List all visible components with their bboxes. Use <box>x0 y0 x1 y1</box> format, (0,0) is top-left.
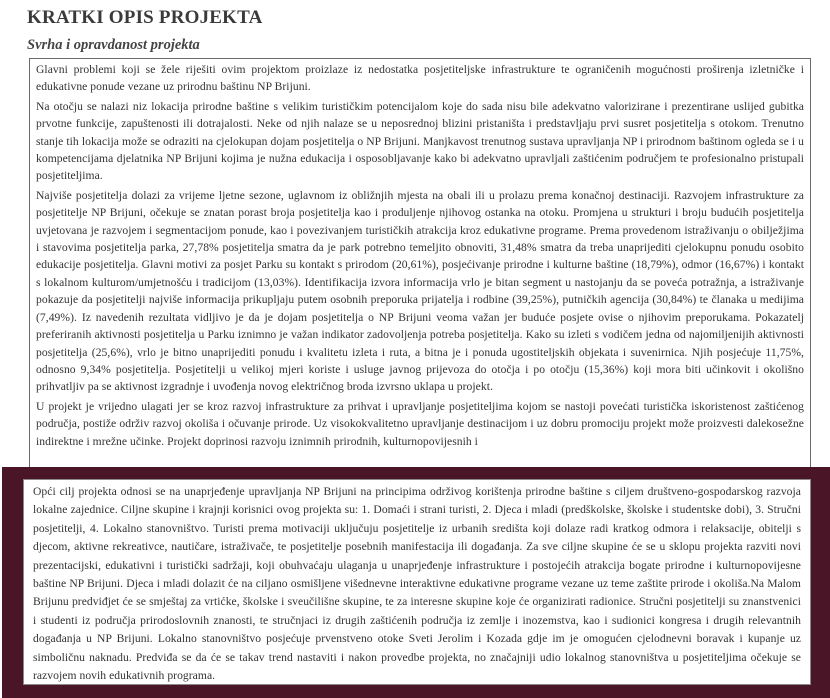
paragraph-general-goal: Opći cilj projekta odnosi se na unaprjeđenje upravljanja NP Brijuni na principima održivog korištenja prirodne baštine s ciljem društveno-gospodarskog razvoja lokalne zajednice. Ciljne skupine i krajnji korisnici ovog projekta su: 1. Domaći i strani turisti, 2. Djeca i mladi (predškolske, školske i studentske dobi), 3. Stručni posjetitelji, 4. Lokalno stanovništvo. Turisti prema motivaciji uključuju posjetitelje iz urbanih središta koji dolaze radi kratkog odmora i relaksacije, obitelji s djecom, aktivne rekreativce, nautičare, istraživače, te posjetitelje posebnih manifestacija ili događanja. Za sve ciljne skupine će se u sklopu projekta razviti novi prezentacijski, edukativni i turistički sadržaji, koji obuhvaćaju ulaganja u unaprjeđenje infrastrukture i postojećih atrakcija bogate prirodne i kulturnopovijesne baštine NP Brijuni. Djeca i mladi dolazit će na ciljano osmišljene višednevne interaktivne edukativne programe vezane uz teme zaštite prirode i okoliša.Na Malom Brijunu predviđjet će se smještaj za vrtićke, školske i sveučilišne skupine, te za interesne skupine koje će organizirati radionice. Stručni posjetitelji su znanstvenici i studenti iz područja prirodoslovnih znanosti, te stručnjaci iz drugih zaštićenih područja iz zemlje i inozemstva, kao i sudionici kongresa i drugih relevantnih događanja u NP Brijuni. Lokalno stanovništvo posjećuje prvenstveno otoke Sveti Jerolim i Kozada gdje im je omogućen cjelodnevni boravak i kupanje uz simboličnu naknadu. Predviđa se da će se takav trend nastaviti i nakon provedbe projekta, no značajniji udio lokalnog stanovništva u posjetiteljima očekuje se razvojem novih edukativnih programa. <box>33 485 801 683</box>
paragraph-problems: Glavni problemi koji se žele riješiti ovim projektom proizlaze iz nedostatka posjetiteljske infrastrukture te ograničenih mogućnosti proširenja izletničke i edukativne ponude vezane uz prirodnu baštinu NP Brijuni. <box>36 63 804 94</box>
document-title: KRATKI OPIS PROJEKTA <box>27 7 263 28</box>
paragraph-visitor-statistics: Najviše posjetitelja dolazi za vrijeme ljetne sezone, uglavnom iz obližnjih mjesta na obali ili u prolazu prema konačnoj destinaciji. Razvojem infrastrukture za posjetitelje NP Brijuni, očekuje se znatan porast broja posjetitelja kao i produljenje njihovog ostanka na otoku. Promjena u strukturi i broju budućih posjetitelja uvjetovana je razvojem i segmentacijom ponude, kao i povezivanjem turističkih atrakcija kroz edukativne programe. Prema provedenom istraživanju o obilježjima i stavovima posjetitelja parka, 27,78% posjetitelja smatra da je park potrebno temeljito obnoviti, 31,48% smatra da treba unaprijediti cjelokupnu ponudu osobito edukacije posjetitelja. Glavni motivi za posjet Parku su kontakt s prirodom (20,61%), posjećivanje prirodne i kulturne baštine (18,79%), odmor (16,67%) i kontakt s lokalnom kulturom/umjetnošću i tradicijom (13,03%). Identifikacija izvora informacija vrlo je bitan segment u nastojanju da se poveća potražnja, a istraživanje pokazuje da posjetitelji najviše informacija prikupljaju putem osobnih preporuka prijatelja i rodbine (39,25%), putničkih agencija (30,84%) te članaka u medijima (7,49%). Iz navedenih rezultata vidljivo je da je dojam posjetitelja o NP Brijuni veoma važan jer buduće posjete ovise o njihovim preporukama. Pokazatelj preferiranih aktivnosti posjetitelja u Parku iznimno je važan indikator zadovoljenja potreba posjetitelja. Kako su izleti s vodičem jedna od najomiljenijih aktivnosti posjetitelja (25,6%), vrlo je bitno unaprijediti ponudu i kvalitetu izleta i ruta, a bitna je i ponuda ugostiteljskih objekata i suvenirnica. Njih posjećuje 11,75%, odnosno 9,34% posjetitelja. Posjetitelji u velikoj mjeri koriste i usluge javnog prijevoza do otočja i po otočju (15,36%) koji mora biti učinkovit i okolišno prihvatljiv pa se aktivnost izgradnje i uvođenja novog električnog broda izvrsno uklapa u projekt. <box>36 188 804 394</box>
paragraph-investment-value: U projekt je vrijedno ulagati jer se kroz razvoj infrastrukture za prihvat i upravljanje posjetiteljima kojom se nastoji povećati turistička iskoristenost zaštićenog područja, postiže održiv razvoj okoliša i očuvanje prirode. Uz visokokvalitetno upravljanje destinacijom i uz dobru promociju projekt može proizvesti dalekosežne indirektne i mrežne učinke. Projekt doprinosi razvoju iznimnih prirodnih, kulturnopovijesnih i <box>36 399 804 448</box>
paragraph-heritage-sites: Na otočju se nalazi niz lokacija prirodne baštine s velikim turističkim potencijalom koje do sada nisu bile adekvatno valorizirane i prezentirane uslijed gubitka prvotne funkcije, zapuštenosti ili dotrajalosti. Neke od njih nalaze se u neposrednoj blizini pristaništa i predstavljaju prvi susret posjetitelja s otokom. Trenutno stanje tih lokacija može se odraziti na cjelokupan dojam posjetitelja o NP Brijuni. Manjkavost trenutnog sustava upravljanja NP i prirodnom baštinom ogleda se i u kompetencijama djelatnika NP Brijuni kojima je nužna edukacija i osposobljavanje kako bi adekvatno upravljali zaštićenim područjem te profesionalno pristupali posjetiteljima. <box>36 99 804 183</box>
project-goals-box <box>23 479 811 685</box>
project-purpose-box <box>29 58 811 468</box>
section-subtitle: Svrha i opravdanost projekta <box>27 37 200 53</box>
